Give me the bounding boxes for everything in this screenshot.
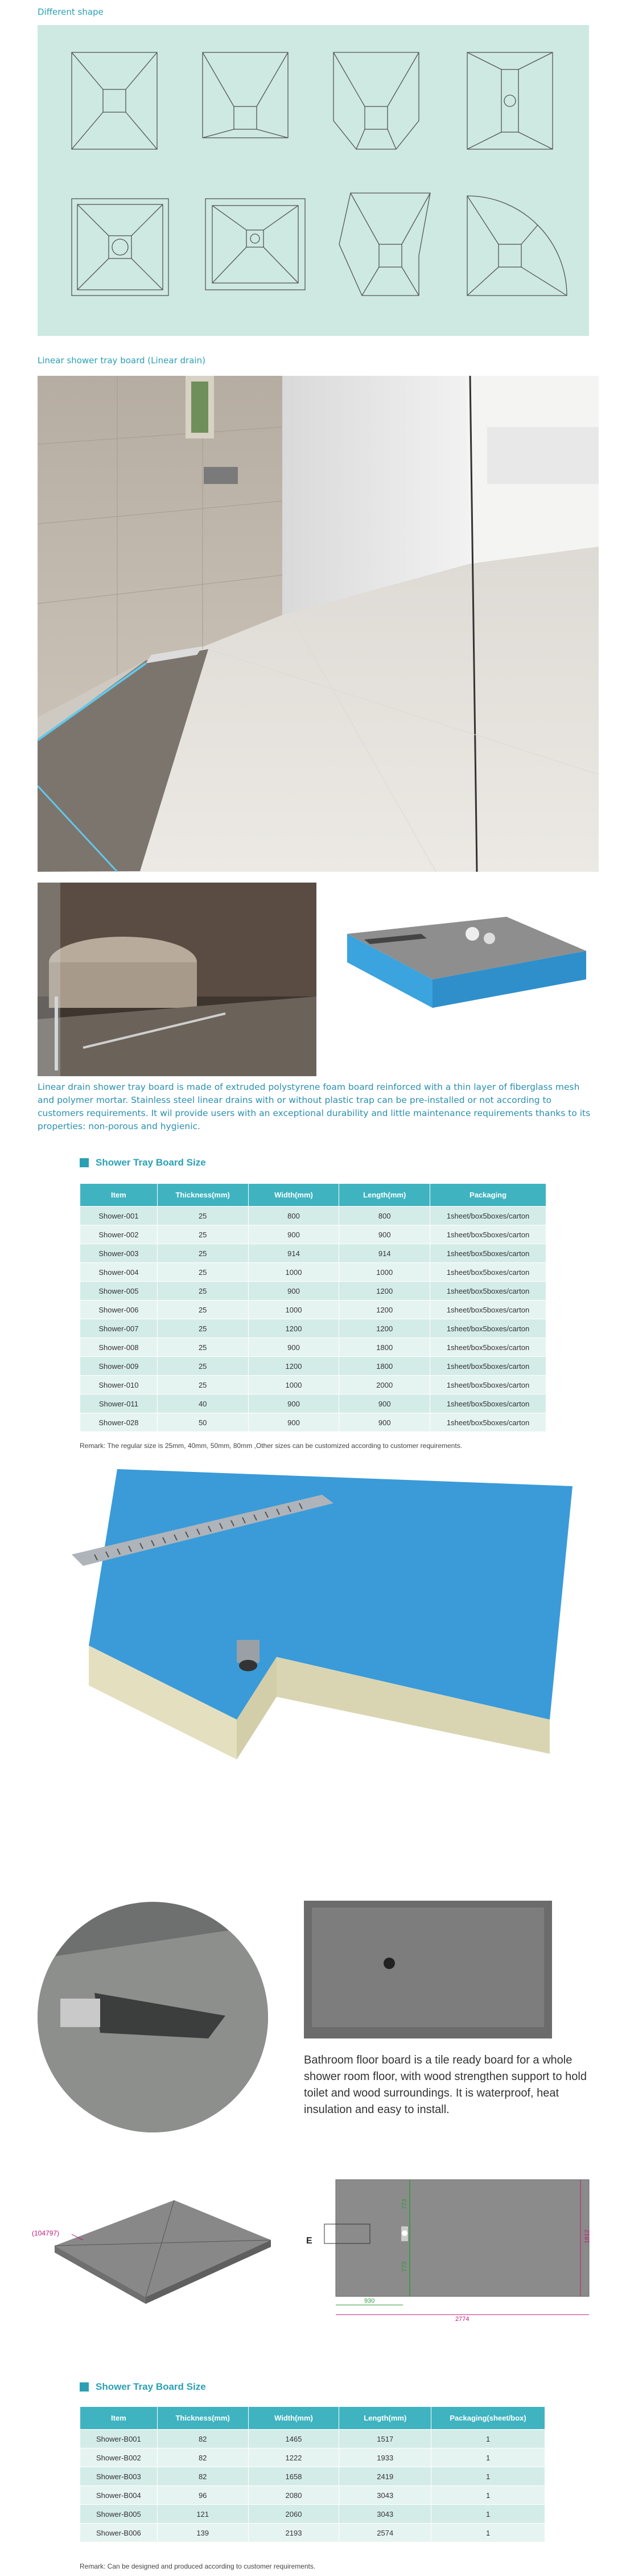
table-row	[80, 1282, 546, 1301]
table-cell: 800	[248, 1207, 339, 1225]
table2-heading	[80, 2381, 206, 2393]
table-cell: 1800	[339, 1357, 430, 1376]
column-header: Thickness(mm)	[157, 1184, 248, 1207]
table-cell: 1200	[339, 1301, 430, 1319]
table-cell: 900	[248, 1413, 339, 1432]
table-cell: 1sheet/box5boxes/carton	[430, 1244, 546, 1263]
table-cell: 25	[157, 1263, 248, 1282]
shape-square-round-drain	[72, 199, 168, 296]
shower-tray-size-table-b	[80, 2406, 545, 2542]
table-cell: 1800	[339, 1338, 430, 1357]
table-cell: 800	[339, 1207, 430, 1225]
table-cell: 1	[431, 2467, 545, 2486]
dim-label-left: (104797)	[32, 2229, 60, 2237]
table-cell: 900	[248, 1338, 339, 1357]
shapes-panel	[38, 25, 589, 336]
table-cell: 25	[157, 1319, 248, 1338]
table-cell: Shower-004	[80, 1263, 158, 1282]
table-cell: 900	[248, 1282, 339, 1301]
table-cell: 1465	[248, 2430, 339, 2448]
table-cell: 2080	[248, 2486, 339, 2505]
table-cell: 1sheet/box5boxes/carton	[430, 1376, 546, 1394]
table-cell: 82	[157, 2467, 248, 2486]
table-cell: 1	[431, 2505, 545, 2524]
table-cell: Shower-007	[80, 1319, 158, 1338]
column-header: Packaging(sheet/box)	[431, 2407, 545, 2430]
table-cell: 900	[248, 1225, 339, 1244]
table-cell: 25	[157, 1301, 248, 1319]
shape-square-center	[72, 52, 157, 149]
shape-trapezoid	[333, 52, 419, 149]
table-cell: 1	[431, 2430, 545, 2448]
table-cell: 1000	[248, 1376, 339, 1394]
table-row	[80, 2486, 545, 2505]
dim-label-930: 930	[364, 2298, 375, 2304]
blue-board-illustration	[38, 1469, 589, 1765]
column-header: Packaging	[430, 1184, 546, 1207]
table-cell: 25	[157, 1207, 248, 1225]
table-cell: 2419	[339, 2467, 431, 2486]
table-cell: 2193	[248, 2524, 339, 2542]
table-cell: Shower-002	[80, 1225, 158, 1244]
table-cell: 900	[339, 1413, 430, 1432]
table-cell: 1sheet/box5boxes/carton	[430, 1282, 546, 1301]
table-cell: 1sheet/box5boxes/carton	[430, 1319, 546, 1338]
table2-remark: Remark: Can be designed and produced according to customer requirements.	[80, 2562, 316, 2570]
column-header: Item	[80, 1184, 158, 1207]
table-cell: 3043	[339, 2486, 431, 2505]
table-row	[80, 1207, 546, 1225]
table-cell: 1000	[339, 1263, 430, 1282]
table-cell: Shower-B001	[80, 2430, 158, 2448]
table-cell: Shower-B006	[80, 2524, 158, 2542]
shape-square-bottom	[203, 52, 288, 138]
table-cell: 25	[157, 1357, 248, 1376]
table-cell: 1	[431, 2448, 545, 2467]
heading-square-icon	[80, 1158, 89, 1167]
dim-label-773-bottom: 773	[401, 2261, 408, 2272]
column-header: Length(mm)	[339, 1184, 430, 1207]
table-cell: Shower-008	[80, 1338, 158, 1357]
table-cell: Shower-B005	[80, 2505, 158, 2524]
table-row	[80, 1394, 546, 1413]
shape-rect-center-drain	[205, 199, 305, 290]
column-header: Width(mm)	[248, 2407, 339, 2430]
floor-board-product-photo	[304, 1901, 552, 2038]
table-cell: Shower-010	[80, 1376, 158, 1394]
table-cell: Shower-011	[80, 1394, 158, 1413]
table-row	[80, 1225, 546, 1244]
table-cell: 1	[431, 2524, 545, 2542]
table-cell: 2574	[339, 2524, 431, 2542]
table-cell: 900	[248, 1394, 339, 1413]
table-cell: Shower-005	[80, 1282, 158, 1301]
table-cell: 2060	[248, 2505, 339, 2524]
table-cell: 1sheet/box5boxes/carton	[430, 1263, 546, 1282]
table2-title: Shower Tray Board Size	[96, 2381, 206, 2392]
table-row	[80, 1301, 546, 1319]
table-cell: 1sheet/box5boxes/carton	[430, 1338, 546, 1357]
table-row	[80, 2448, 545, 2467]
table-cell: 1200	[248, 1319, 339, 1338]
linear-board-description: Linear drain shower tray board is made of extruded polystyrene foam board reinforced with a thin layer of fiberglass mesh and polymer mortar. Stainless steel linear drains with or without plastic trap can be pre-installed or not according to customers requirements. It wil provide users with an exceptional durability and little maintenance requirements thanks to its properties: non-porous and hygienic.	[38, 1082, 591, 1131]
table-cell: 1933	[339, 2448, 431, 2467]
linear-board-product-photo	[336, 911, 589, 1033]
section-title-linear-board: Linear shower tray board (Linear drain)	[38, 355, 205, 366]
table-row	[80, 2524, 545, 2542]
table1-heading	[80, 1157, 206, 1168]
table-cell: Shower-B003	[80, 2467, 158, 2486]
table-cell: 50	[157, 1413, 248, 1432]
table-row	[80, 1244, 546, 1263]
table-cell: 121	[157, 2505, 248, 2524]
table-cell: Shower-B004	[80, 2486, 158, 2505]
table-cell: 2000	[339, 1376, 430, 1394]
table-cell: 1	[431, 2486, 545, 2505]
dim-label-773-top: 773	[401, 2198, 408, 2209]
table-cell: 25	[157, 1225, 248, 1244]
dim-label-1812: 1812	[584, 2229, 591, 2243]
table-cell: Shower-028	[80, 1413, 158, 1432]
plan-view-drawing	[302, 2169, 609, 2324]
table-cell: 1sheet/box5boxes/carton	[430, 1225, 546, 1244]
column-header: Length(mm)	[339, 2407, 431, 2430]
section-title-different-shape: Different shape	[38, 7, 104, 17]
table-header-row	[80, 2407, 545, 2430]
table-cell: 82	[157, 2448, 248, 2467]
table-row	[80, 1413, 546, 1432]
table-cell: 1517	[339, 2430, 431, 2448]
table-cell: 914	[248, 1244, 339, 1263]
table-cell: 1sheet/box5boxes/carton	[430, 1357, 546, 1376]
column-header: Width(mm)	[248, 1184, 339, 1207]
table-cell: 1sheet/box5boxes/carton	[430, 1207, 546, 1225]
column-header: Item	[80, 2407, 158, 2430]
table-cell: 900	[339, 1225, 430, 1244]
table-cell: 3043	[339, 2505, 431, 2524]
table-cell: 25	[157, 1282, 248, 1301]
table-cell: 1sheet/box5boxes/carton	[430, 1413, 546, 1432]
table-cell: 1000	[248, 1301, 339, 1319]
shower-tray-size-table	[80, 1183, 546, 1432]
shape-pentagon	[339, 193, 430, 296]
table-cell: 25	[157, 1244, 248, 1263]
table-row	[80, 1263, 546, 1282]
table-cell: 82	[157, 2430, 248, 2448]
table-header-row	[80, 1184, 546, 1207]
table-row	[80, 2467, 545, 2486]
table-cell: 900	[339, 1394, 430, 1413]
heading-square-icon	[80, 2382, 89, 2392]
table-cell: 1658	[248, 2467, 339, 2486]
table-cell: Shower-003	[80, 1244, 158, 1263]
table1-title: Shower Tray Board Size	[96, 1157, 206, 1168]
table1-remark: Remark: The regular size is 25mm, 40mm, 50mm, 80mm ,Other sizes can be customized according to customer requirements.	[80, 1442, 463, 1450]
column-header: Thickness(mm)	[157, 2407, 248, 2430]
table-cell: 25	[157, 1338, 248, 1357]
dim-label-2774: 2774	[455, 2316, 470, 2323]
table-cell: 1200	[339, 1282, 430, 1301]
table-cell: 914	[339, 1244, 430, 1263]
table-cell: 1200	[248, 1357, 339, 1376]
bathroom-linear-drain-photo	[38, 376, 599, 872]
table-row	[80, 1376, 546, 1394]
table-cell: 40	[157, 1394, 248, 1413]
bathroom-board-description: Bathroom floor board is a tile ready board for a whole shower room floor, with wood strengthen support to hold toilet and wood surroundings. It is waterproof, heat insulation and easy to install.	[304, 2054, 587, 2116]
drawing-label-e: E	[306, 2236, 312, 2246]
tray-isometric-drawing	[32, 2183, 282, 2314]
table-row	[80, 2430, 545, 2448]
table-cell: 1200	[339, 1319, 430, 1338]
table-row	[80, 1319, 546, 1338]
table-row	[80, 2505, 545, 2524]
table-cell: Shower-001	[80, 1207, 158, 1225]
edge-detail-photo	[38, 1902, 268, 2132]
shape-quarter-round	[467, 196, 567, 296]
table-cell: 1000	[248, 1263, 339, 1282]
table-cell: Shower-B002	[80, 2448, 158, 2467]
table-cell: 96	[157, 2486, 248, 2505]
table-cell: 1222	[248, 2448, 339, 2467]
table-cell: 139	[157, 2524, 248, 2542]
shower-niche-photo	[38, 883, 316, 1076]
table-cell: 25	[157, 1376, 248, 1394]
table-row	[80, 1338, 546, 1357]
table-row	[80, 1357, 546, 1376]
table-cell: Shower-006	[80, 1301, 158, 1319]
table-cell: 1sheet/box5boxes/carton	[430, 1394, 546, 1413]
table-cell: Shower-009	[80, 1357, 158, 1376]
shape-linear-slot	[467, 52, 553, 149]
shapes-drawing	[38, 25, 589, 336]
table-cell: 1sheet/box5boxes/carton	[430, 1301, 546, 1319]
